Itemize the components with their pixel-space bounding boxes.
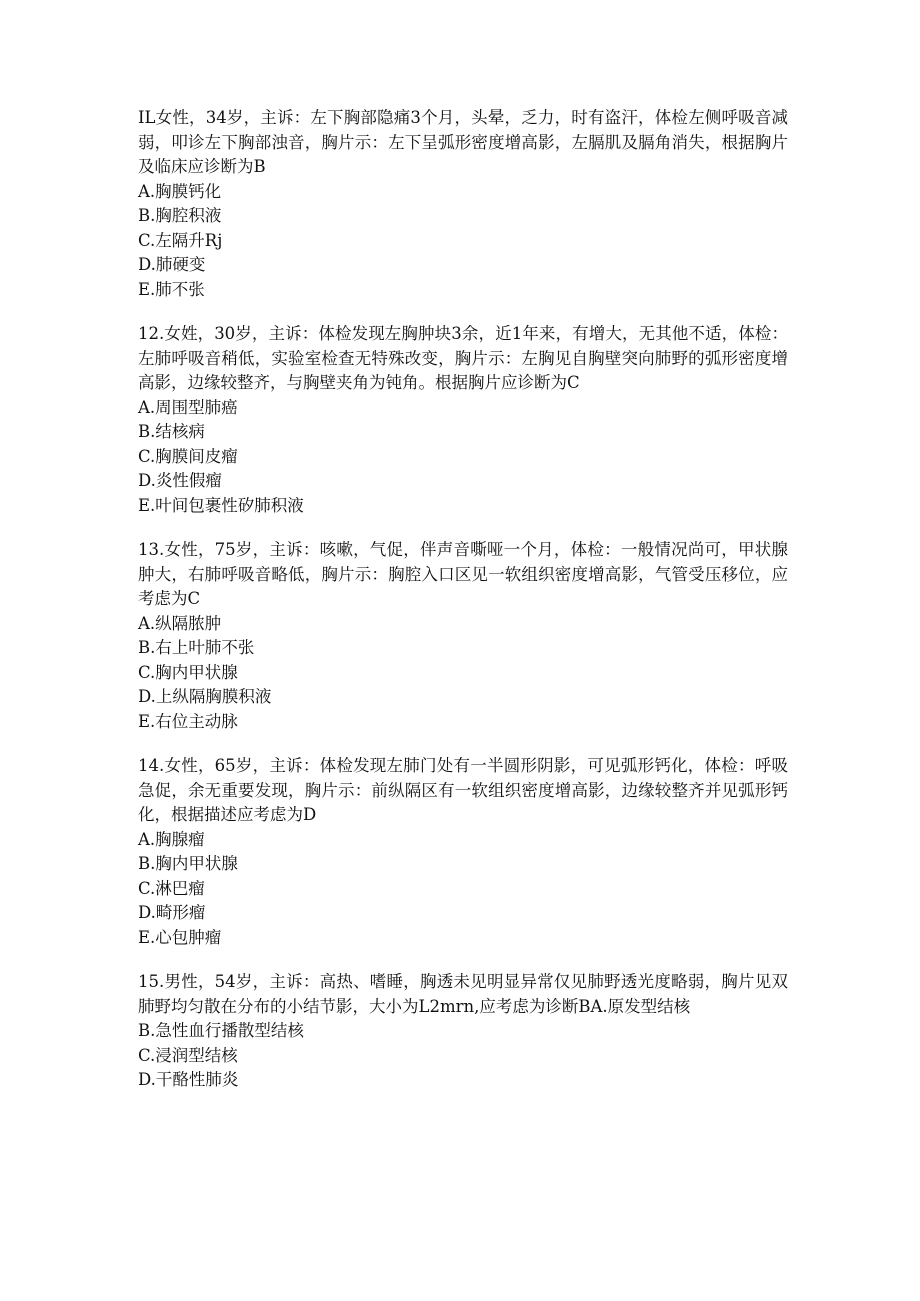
- question-12: [138, 322, 788, 518]
- option-c: C.胸膜间皮瘤: [138, 446, 238, 466]
- question-11: [138, 106, 788, 302]
- question-stem: IL女性，34岁，主诉：左下胸部隐痛3个月，头晕，乏力，时有盗汗，体检左侧呼吸音减弱，叩诊左下胸部浊音，胸片示：左下呈弧形密度增高影，左膈肌及膈角消失，根据胸片及临床应诊断为B: [138, 108, 788, 176]
- option-a: A.胸膜钙化: [138, 181, 222, 201]
- option-b: B.急性血行播散型结核: [138, 1021, 304, 1040]
- option-a: A.周围型肺癌: [138, 397, 238, 417]
- option-d: D.肺硬变: [138, 255, 206, 274]
- question-stem: 12.女姓，30岁，主诉：体检发现左胸肿块3余，近1年来，有增大，无其他不适，体检：左肺呼吸音稍低，实验室检查无特殊改变，胸片示：左胸见自胸壁突向肺野的弧形密度增高影，边缘较整齐，与胸壁夹角为钝角。根据胸片应诊断为C: [138, 324, 788, 392]
- option-d: D.上纵隔胸膜积液: [138, 687, 272, 706]
- option-e: E.心包肿瘤: [138, 927, 222, 947]
- option-d: D.炎性假瘤: [138, 471, 222, 490]
- question-stem: 14.女性，65岁，主诉：体检发现左肺门处有一半圆形阴影，可见弧形钙化，体检：呼吸急促，余无重要发现，胸片示：前纵隔区有一软组织密度增高影，边缘较整齐并见弧形钙化，根据描述应考虑为D: [138, 756, 788, 824]
- option-b: B.右上叶肺不张: [138, 638, 255, 657]
- option-b: B.结核病: [138, 422, 205, 441]
- option-a: A.胸腺瘤: [138, 829, 205, 849]
- option-b: B.胸内甲状腺: [138, 854, 238, 873]
- question-stem: 13.女性，75岁，主诉：咳嗽，气促，伴声音嘶哑一个月，体检：一般情况尚可，甲状腺肿大，右肺呼吸音略低，胸片示：胸腔入口区见一软组织密度增高影，气管受压移位，应考虑为C: [138, 540, 788, 608]
- option-d: D.畸形瘤: [138, 903, 206, 922]
- option-e: E.右位主动脉: [138, 711, 238, 731]
- option-e: E.肺不张: [138, 279, 205, 299]
- option-d: D.干酪性肺炎: [138, 1070, 239, 1089]
- option-c: C.左隔升Rj: [138, 230, 223, 250]
- option-e: E.叶间包裹性矽肺积液: [138, 495, 304, 515]
- document-page: [138, 106, 788, 1113]
- option-c: C.胸内甲状腺: [138, 662, 238, 682]
- question-15: [138, 970, 788, 1093]
- question-14: [138, 754, 788, 950]
- question-stem: 15.男性，54岁，主诉：高热、嗜睡，胸透未见明显异常仅见肺野透光度略弱，胸片见双肺野均匀散在分布的小结节影，大小为L2mrn,应考虑为诊断BA.原发型结核: [138, 972, 788, 1016]
- option-b: B.胸腔积液: [138, 206, 222, 225]
- question-13: [138, 538, 788, 734]
- option-c: C.浸润型结核: [138, 1045, 238, 1065]
- option-c: C.淋巴瘤: [138, 878, 205, 898]
- option-a: A.纵隔脓肿: [138, 613, 222, 633]
